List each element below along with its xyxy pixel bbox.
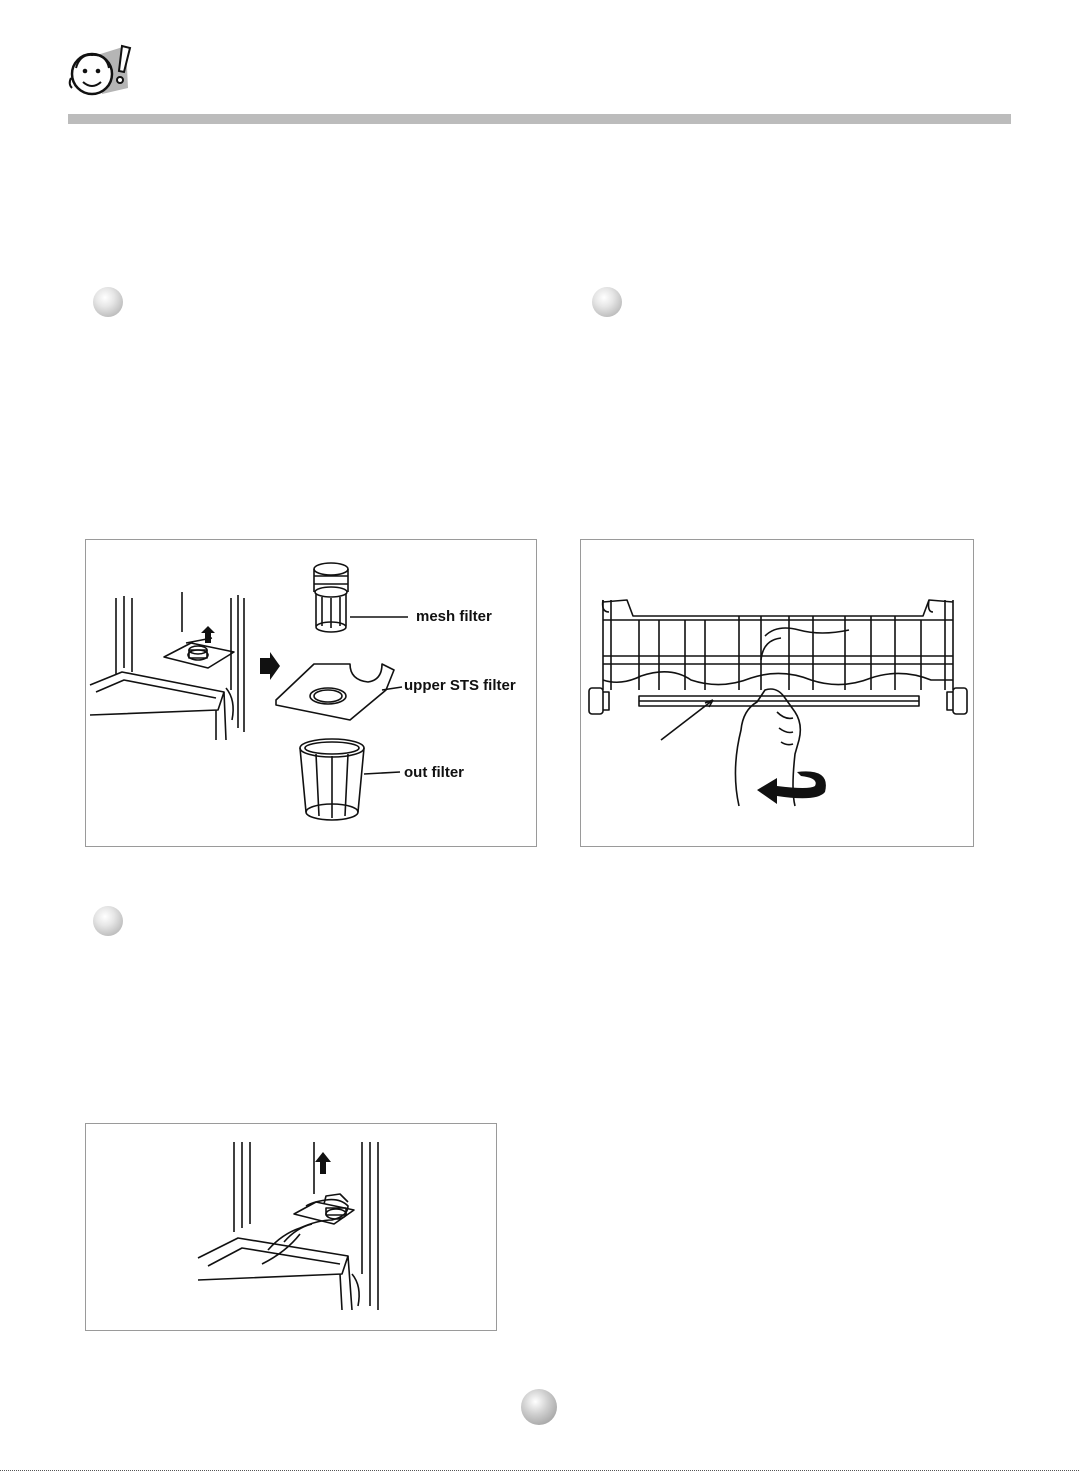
rack-removal-figure: [580, 539, 974, 847]
header-logo-icon: [62, 38, 142, 108]
mesh-filter-label: mesh filter: [416, 608, 492, 625]
filter-removal-figure: [85, 1123, 497, 1331]
section-bullet-icon: [93, 906, 123, 936]
filter-diagram-figure: [85, 539, 537, 847]
out-filter-label: out filter: [404, 764, 464, 781]
section-bullet-icon: [93, 287, 123, 317]
upper-sts-filter-label: upper STS filter: [404, 677, 516, 694]
section-bullet-icon: [592, 287, 622, 317]
page-number-icon: [521, 1389, 557, 1425]
header-rule: [68, 114, 1011, 124]
bottom-rule: [0, 1470, 1079, 1471]
